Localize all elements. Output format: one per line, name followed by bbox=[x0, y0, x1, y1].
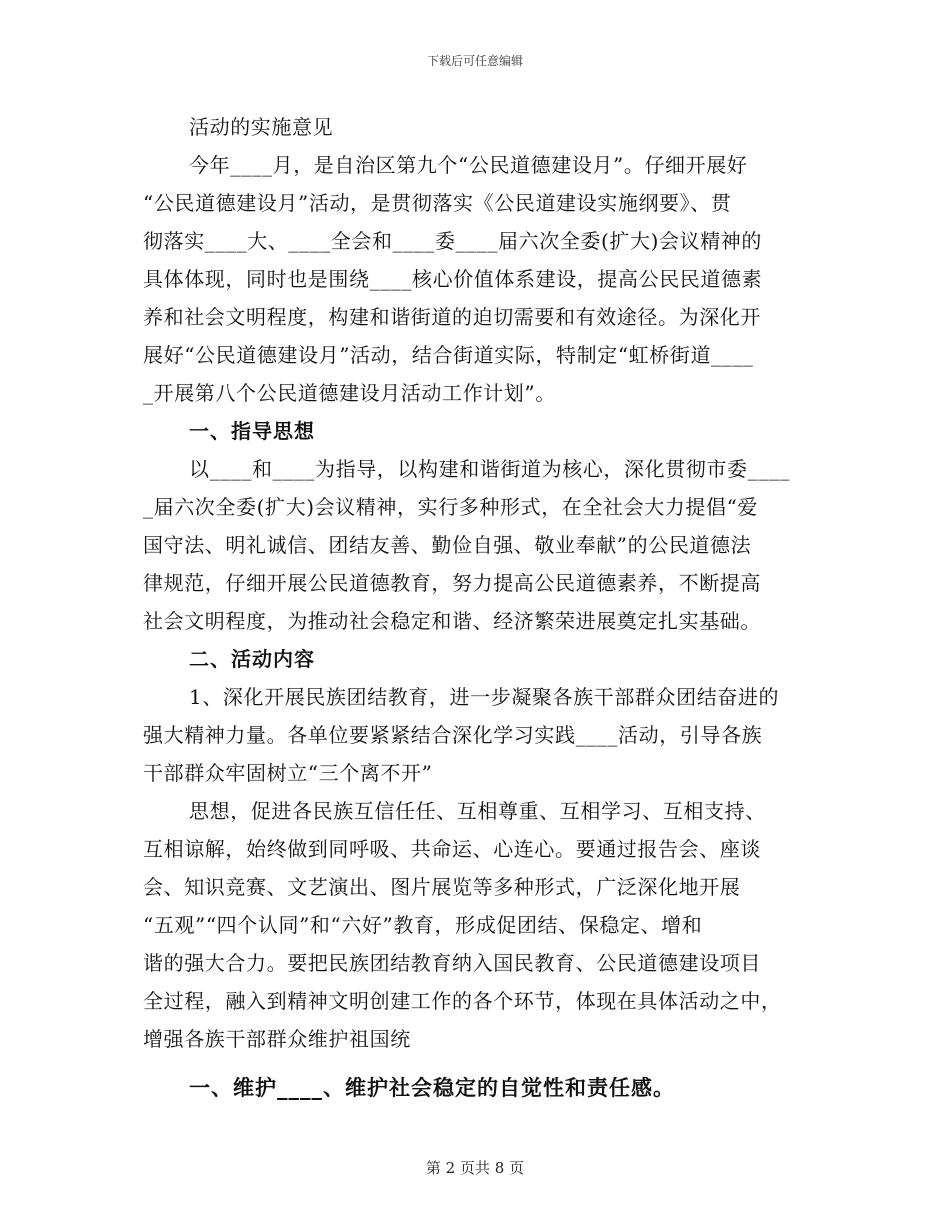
page-number-indicator: 第 2 页共 8 页 bbox=[425, 1159, 525, 1177]
section2-line: 增强各族干部群众维护祖国统 bbox=[143, 1027, 411, 1051]
document-body bbox=[143, 108, 815, 1107]
section1-line: 国守法、明礼诚信、团结友善、勤俭自强、敬业奉献”的公民道德法 bbox=[143, 533, 752, 557]
section-heading-activity-content: 二、活动内容 bbox=[189, 647, 315, 671]
intro-line: _开展第八个公民道德建设月活动工作计划”。 bbox=[143, 381, 556, 405]
page-header-note: 下载后可任意编辑 bbox=[426, 54, 523, 68]
section-heading-maintain-stability: 一、维护____、维护社会稳定的自觉性和责任感。 bbox=[189, 1075, 675, 1100]
section2-line: “五观”“四个认同”和“六好”教育，形成促团结、保稳定、增和 bbox=[143, 913, 703, 937]
document-title: 活动的实施意见 bbox=[189, 115, 334, 139]
section2-line: 互相谅解，始终做到同呼吸、共命运、心连心。要通过报告会、座谈 bbox=[143, 837, 761, 861]
section2-line: 全过程，融入到精神文明创建工作的各个环节，体现在具体活动之中， bbox=[143, 989, 782, 1013]
intro-line: 具体体现，同时也是围绕____核心价值体系建设，提高公民民道德素 bbox=[143, 267, 763, 291]
section1-line: _届六次全委(扩大)会议精神，实行多种形式，在全社会大力提倡“爱 bbox=[143, 495, 759, 519]
section-heading-guiding-ideology: 一、指导思想 bbox=[189, 419, 315, 443]
section2-line: 会、知识竞赛、文艺演出、图片展览等多种形式，广泛深化地开展 bbox=[143, 875, 741, 899]
section1-line: 以____和____为指导，以构建和谐街道为核心，深化贯彻市委____ bbox=[189, 457, 790, 481]
paragraph-spacer bbox=[143, 1058, 815, 1069]
intro-line: 彻落实____大、____全会和____委____届六次全委(扩大)会议精神的 bbox=[143, 229, 763, 253]
section2-line: 思想，促进各民族互信任任、互相尊重、互相学习、互相支持、 bbox=[189, 799, 766, 823]
section1-line: 社会文明程度，为推动社会稳定和谐、经济繁荣进展奠定扎实基础。 bbox=[143, 609, 761, 633]
section2-line: 干部群众牢固树立“三个离不开” bbox=[143, 761, 433, 785]
section2-line: 1、深化开展民族团结教育，进一步凝聚各族干部群众团结奋进的 bbox=[189, 685, 780, 709]
intro-line: 养和社会文明程度，构建和谐街道的迫切需要和有效途径。为深化开 bbox=[143, 305, 761, 329]
intro-line: 今年____月，是自治区第九个“公民道德建设月”。仔细开展好 bbox=[189, 153, 748, 177]
intro-line: “公民道德建设月”活动，是贯彻落实《公民道建设实施纲要》、贯 bbox=[143, 191, 732, 215]
intro-line: 展好“公民道德建设月”活动，结合街道实际，特制定“虹桥街道____ bbox=[143, 343, 754, 367]
section1-line: 律规范，仔细开展公民道德教育，努力提高公民道德素养，不断提高 bbox=[143, 571, 761, 595]
section2-line: 强大精神力量。各单位要紧紧结合深化学习实践____活动，引导各族 bbox=[143, 723, 763, 747]
section2-line: 谐的强大合力。要把民族团结教育纳入国民教育、公民道德建设项目 bbox=[143, 951, 761, 975]
